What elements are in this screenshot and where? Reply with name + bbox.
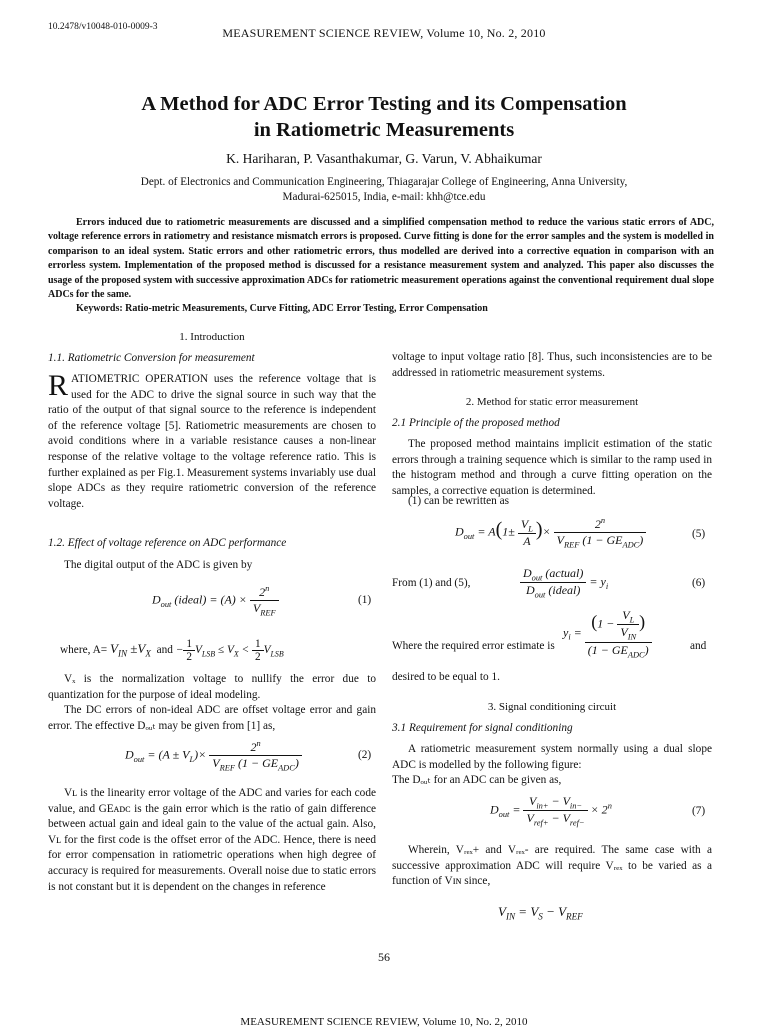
equation-6: $\frac{D_{out} (actual)}{D_{out} (ideal)}$ = $y_i$ xyxy=(520,566,608,600)
page-number: 56 xyxy=(378,950,390,964)
where-required-label: Where the required error estimate is xyxy=(392,640,555,652)
subsection-1-2: 1.2. Effect of voltage reference on ADC performance xyxy=(48,537,287,549)
equation-5: $D_{out} = A(1\pm$ $\frac{V_L}{A}$ )× $\frac{2^n}{V_{REF} (1 - GE_{ADC})}$ xyxy=(455,516,646,549)
equation-7-number: (7) xyxy=(692,805,706,817)
authors: K. Hariharan, P. Vasanthakumar, G. Varun, V. Abhaikumar xyxy=(226,151,542,166)
from-label: From (1) and (5), xyxy=(392,577,471,589)
keywords: Keywords: Ratio-metric Measurements, Curve Fitting, ADC Error Testing, Error Compensation xyxy=(76,303,488,314)
and-label: and xyxy=(156,644,173,657)
drop-cap: R xyxy=(48,369,69,402)
equation-5-number: (5) xyxy=(692,528,706,540)
section-2-heading xyxy=(392,395,712,411)
paragraph-vl: Vʟ is the linearity error voltage of the ADC and varies for each code value, and GEᴀᴅᴄ is the gain error which is the ratio of gain difference between actual gain and ideal gain to the value of the actual gain. Also, Vʟ for the first code is the offset error of the ADC. Hence, there is need for error compensation in ratiometric operations when high degree of accuracy is required for measurements. Overall noise due to static errors is not constant but it is dependent on the changes in reference xyxy=(48,787,376,893)
section-3-heading xyxy=(392,700,712,716)
equation-2-number: (2) xyxy=(358,749,372,761)
subsection-3-1: 3.1 Requirement for signal conditioning xyxy=(392,722,573,734)
subsection-1-1: 1.1. Ratiometric Conversion for measurement xyxy=(48,352,255,364)
paragraph-vx: Vₓ is the normalization voltage to nullify the error due to quantization for the purpose of ideal modeling. xyxy=(48,673,376,701)
abstract: Errors induced due to ratiometric measurements are discussed and a simplified compensation method to reduce the various static errors of ADC, voltage reference errors in ratiometry and resistance mismatch errors is proposed. Curve fitting is done for the error samples and the system is modelled in comparison to an ideal system. Static errors and other ratiometric errors, thus modelled are derived into a corrective equation in comparison with an errorless system. Implementation of the proposed method is discussed for a resistance measurement system and analyzed. This paper also discusses the usage of the proposed system with successive approximation ADCs for ratiometric measurement operations against the conventional requirement dual slope ADCs for the same. xyxy=(48,217,714,301)
section-heading: 2. Method for static error measurement xyxy=(465,396,639,408)
where-label: where, A= xyxy=(60,644,108,657)
equation-1: $D_{out}$ (ideal) = (A) × $\frac{2^n}{V_{REF}}$ xyxy=(152,584,279,617)
journal-header: MEASUREMENT SCIENCE REVIEW, Volume 10, No. 2, 2010 xyxy=(222,26,546,40)
affiliation xyxy=(110,175,658,205)
title-line-1: A Method for ADC Error Testing and its Compensation xyxy=(141,93,627,115)
paragraph-rewritten: (1) can be rewritten as xyxy=(408,495,509,507)
intro-text: ATIOMETRIC OPERATION uses the reference voltage that is used for the ADC to drive the signal source in such way that the ratio of the output of that signal source to the reference is independent of the reference voltage [5]. Ratiometric measurements are chosen to avoid conditions where in a variable resistance causes a non-linear response of the relative voltage to the voltage reference ratio. This is further explained as per Fig.1. Measurement systems invariably use dual slope ADCs as they require ratiometric conversion of the reference voltage. xyxy=(48,373,376,510)
section-heading: 3. Signal conditioning circuit xyxy=(487,701,617,713)
intro-paragraph xyxy=(48,369,376,512)
equation-7: $D_{out}$ = $\frac{V_{in+} - V_{in-}}{V_{ref+} - V_{ref-}}$ × $2^n$ xyxy=(490,794,612,828)
doi: 10.2478/v10048-010-0009-3 xyxy=(48,22,158,32)
equation-where: where, $A= V_{IN} \pm V_X$ and − $\frac{1}{2}$ $V_{LSB} \le V_X$ < $\frac{1}{2}$ $V_{LSB}$ xyxy=(60,638,284,663)
paragraph-dual-slope: A ratiometric measurement system normally using a dual slope ADC is modelled by the following figure: xyxy=(392,743,712,771)
section-heading: 1. Introduction xyxy=(179,331,245,343)
subsection-2-1: 2.1 Principle of the proposed method xyxy=(392,417,560,429)
affiliation-line-2: Madurai-625015, India, e-mail: khh@tce.edu xyxy=(282,191,486,203)
paragraph-wherein: Wherein, Vᵣₑₓ+ and Vᵣₑₓ- are required. The same case with a successive approximation ADC will require Vᵣₑₓ to be varied as a function of Vɪɴ since, xyxy=(392,844,712,888)
paragraph-dout: The Dₒᵤₜ for an ADC can be given as, xyxy=(392,774,562,786)
title-line-2: in Ratiometric Measurements xyxy=(253,119,515,141)
paragraph-continued: voltage to input voltage ratio [8]. Thus, such inconsistencies are to be addressed in ratiometric measurement systems. xyxy=(392,351,712,379)
equation-2: $D_{out} = (A \pm V_L)\times$ $\frac{2^n}{V_{REF} (1 - GE_{ADC})}$ xyxy=(125,739,302,772)
paragraph-digital-output: The digital output of the ADC is given by xyxy=(64,559,253,571)
equation-1-number: (1) xyxy=(358,594,372,606)
and-word: and xyxy=(690,640,707,652)
footer: MEASUREMENT SCIENCE REVIEW, Volume 10, No. 2, 2010 xyxy=(240,1016,528,1028)
equation-vin: $V_{IN} = V_S - V_{REF}$ xyxy=(498,904,583,922)
affiliation-line-1: Dept. of Electronics and Communication Engineering, Thiagarajar College of Engineering, Anna University, xyxy=(140,176,628,188)
paper-title xyxy=(60,91,708,143)
equation-6-number: (6) xyxy=(692,577,706,589)
equation-yi: $y_i$ = (1 − $\frac{V_L}{V_{IN}}$ ) $(1 - GE_{ADC})$ xyxy=(563,608,652,659)
paragraph-desired: desired to be equal to 1. xyxy=(392,671,500,683)
paragraph-dc-errors: The DC errors of non-ideal ADC are offset voltage error and gain error. The effective Dₒᵤₜ may be given from [1] as, xyxy=(48,704,376,732)
paragraph-proposed-method: The proposed method maintains implicit estimation of the static errors through a training sequence which is similar to the ramp used in the histogram method and through a curve fitting operation on the samples, a corrective equation is determined. xyxy=(392,438,712,497)
section-1-heading xyxy=(48,330,376,346)
